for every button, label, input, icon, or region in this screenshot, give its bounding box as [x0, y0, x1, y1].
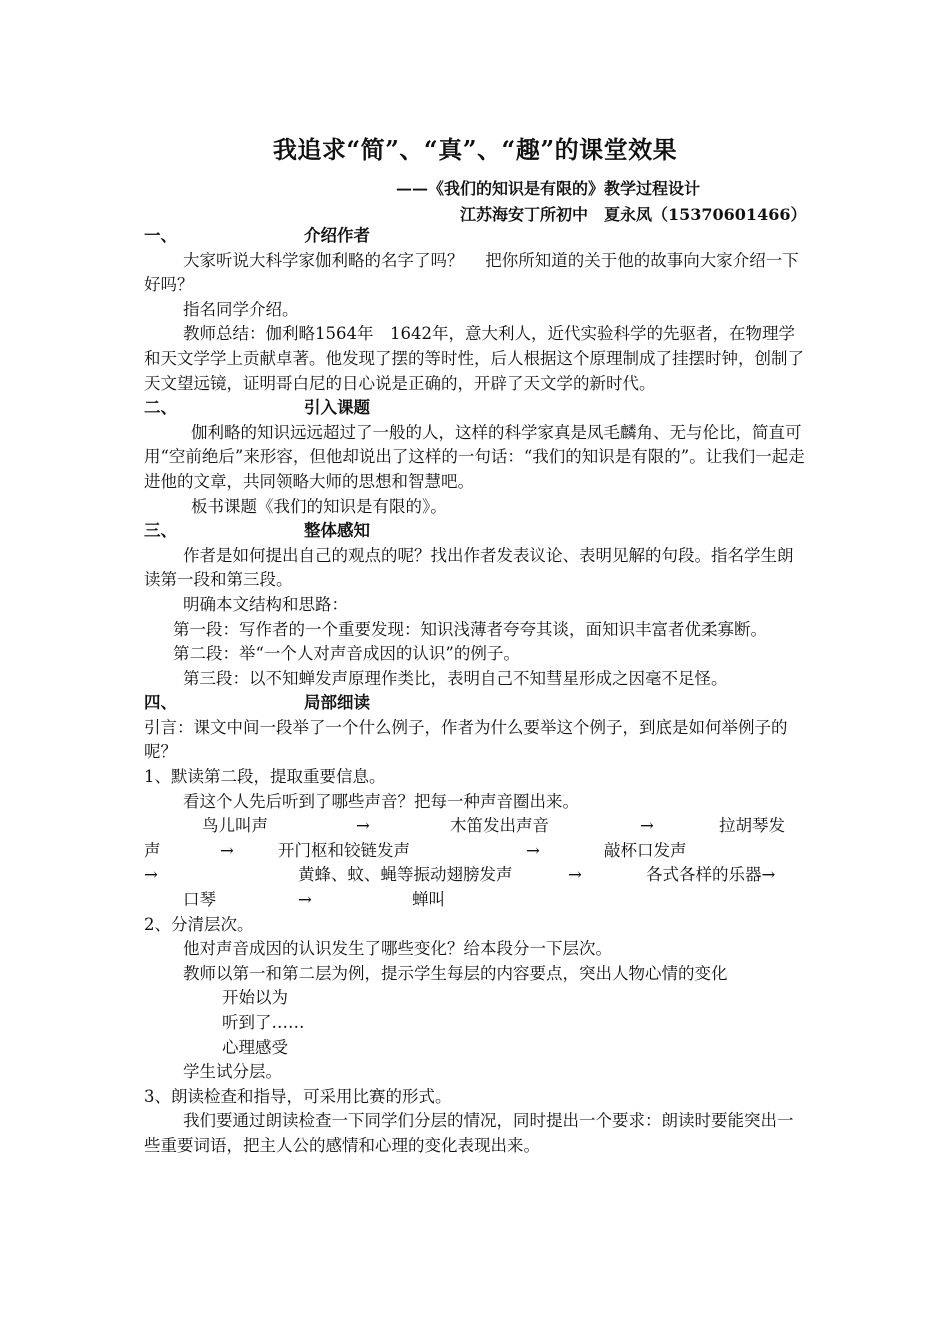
section-number: 一、 [144, 226, 177, 245]
sound-flow-line-3 [144, 863, 808, 888]
flow-arrow: → [220, 840, 234, 860]
paragraph: 引言：课文中间一段举了一个什么例子，作者为什么要举这个例子，到底是如何举例子的呢？ [144, 717, 788, 762]
section-title: 整体感知 [304, 521, 370, 541]
paragraph: 第二段：举“一个人对声音成因的认识”的例子。 [173, 644, 520, 664]
flow-arrow: → [640, 816, 654, 836]
sound-flow-line-1 [144, 814, 808, 839]
flow-item: 各式各样的乐器→ [646, 865, 776, 885]
section-heading-3 [144, 519, 808, 544]
section-number: 三、 [144, 521, 177, 541]
flow-item: 拉胡琴发 [719, 816, 785, 836]
paragraph: 作者是如何提出自己的观点的呢？找出作者发表议论、表明见解的句段。指名学生朗读第一段和第三段。 [144, 545, 794, 590]
paragraph: 第一段：写作者的一个重要发现：知识浅薄者夸夸其谈，面知识丰富者优柔寡断。 [173, 619, 767, 639]
step-heading: 1、默读第二段，提取重要信息。 [144, 767, 386, 787]
flow-item: 木笛发出声音 [450, 816, 549, 836]
flow-arrow: → [526, 840, 540, 860]
section-number: 四、 [144, 693, 177, 713]
flow-item: 口琴 [183, 890, 216, 910]
section-heading-4 [144, 691, 808, 716]
document-subtitle: ——《我们的知识是有限的》教学过程设计 [396, 179, 701, 198]
paragraph: 看这个人先后听到了哪些声音？把每一种声音圈出来。 [183, 791, 579, 811]
flow-arrow: → [298, 890, 312, 910]
paragraph: 明确本文结构和思路： [183, 594, 348, 614]
flow-item: 敲杯口发声 [604, 840, 687, 860]
section-title: 局部细读 [304, 693, 370, 713]
sound-flow-line-2 [144, 839, 808, 864]
document-title: 我追求“简”、“真”、“趣”的课堂效果 [272, 135, 678, 164]
step-heading: 3、朗读检查和指导，可采用比赛的形式。 [144, 1086, 452, 1106]
point-item: 心理感受 [222, 1037, 288, 1057]
section-title: 介绍作者 [304, 226, 370, 245]
document-body [144, 224, 808, 1159]
paragraph: 教师总结：伽利略1564年 1642年，意大利人，近代实验科学的先驱者，在物理学和天文学学上贡献卓著。他发现了摆的等时性，后人根据这个原理制成了挂摆时钟，创制了天文望远镜，证明哥白尼的日心说是正确的，开辟了天文学的新时代。 [144, 324, 804, 393]
flow-item: 声 [144, 840, 161, 860]
section-title: 引入课题 [304, 398, 370, 418]
paragraph: 第三段：以不知蝉发声原理作类比，表明自己不知彗星形成之因毫不足怪。 [183, 668, 728, 688]
author-line: 江苏海安丁所初中 夏永凤（15370601466） [460, 205, 807, 224]
section-number: 二、 [144, 398, 177, 418]
flow-item: 蝉叫 [412, 890, 445, 910]
paragraph: 大家听说大科学家伽利略的名字了吗？ 把你所知道的关于他的故事向大家介绍一下好吗？ [144, 250, 799, 295]
paragraph: 指名同学介绍。 [183, 299, 299, 319]
paragraph: 板书课题《我们的知识是有限的》。 [191, 496, 447, 516]
flow-item: 鸟儿叫声 [202, 816, 268, 836]
flow-arrow: → [568, 865, 582, 885]
section-heading-1 [144, 224, 808, 249]
flow-item: 黄蜂、蚊、蝇等振动翅膀发声 [298, 865, 513, 885]
paragraph: 他对声音成因的认识发生了哪些变化？给本段分一下层次。 [183, 939, 612, 959]
paragraph: 我们要通过朗读检查一下同学们分层的情况，同时提出一个要求：朗读时要能突出一些重要词语，把主人公的感情和心理的变化表现出来。 [144, 1111, 794, 1155]
flow-arrow: → [356, 816, 370, 836]
flow-arrow: → [144, 865, 158, 885]
flow-item: 开门枢和铰链发声 [278, 840, 410, 860]
point-item: 开始以为 [222, 988, 288, 1008]
step-heading: 2、分清层次。 [144, 914, 254, 934]
paragraph: 伽利略的知识远远超过了一般的人，这样的科学家真是凤毛麟角、无与伦比，简直可用“空前绝后”来形容，但他却说出了这样的一句话：“我们的知识是有限的”。让我们一起走进他的文章，共同领略大师的思想和智慧吧。 [144, 422, 805, 491]
section-heading-2 [144, 396, 808, 421]
paragraph: 教师以第一和第二层为例，提示学生每层的内容要点，突出人物心情的变化 [183, 963, 728, 983]
sound-flow-line-4 [144, 888, 808, 913]
point-item: 听到了…… [222, 1013, 305, 1032]
paragraph: 学生试分层。 [183, 1062, 282, 1082]
